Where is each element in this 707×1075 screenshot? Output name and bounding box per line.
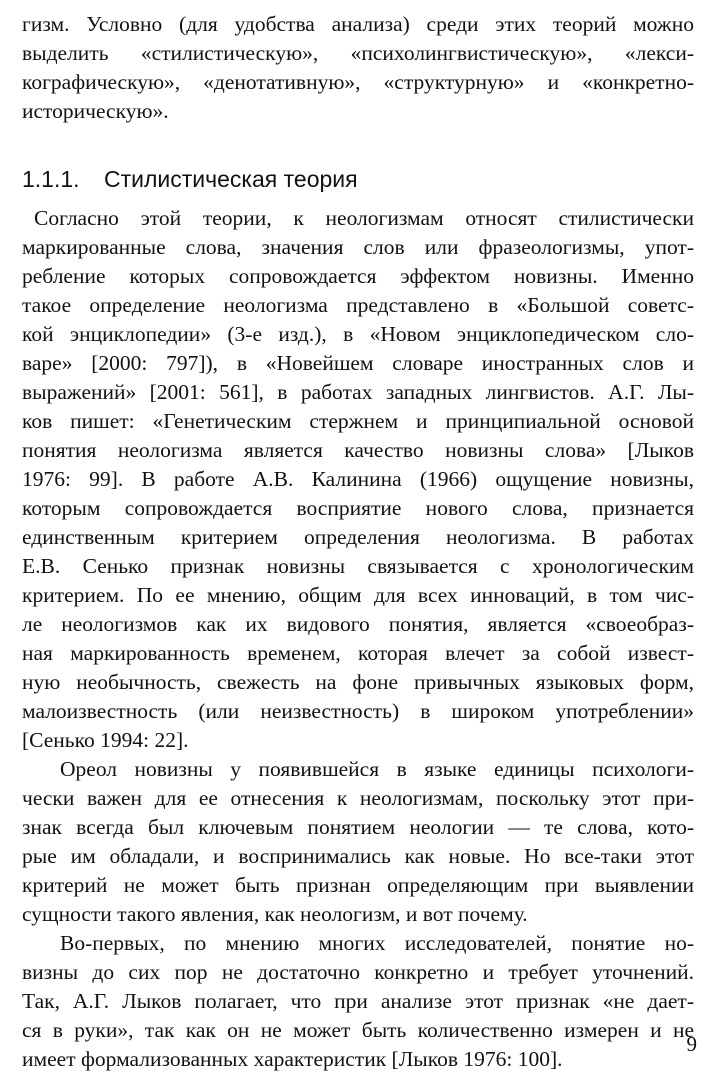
- text-line: Е.В. Сенько признак новизны связывается с хронологическим: [22, 554, 694, 578]
- text-line: гизм. Условно (для удобства анализа) среди этих теорий можно: [22, 12, 694, 36]
- text-line: которым сопровождается восприятие нового слова, признается: [22, 496, 694, 520]
- page-number: 9: [686, 1032, 697, 1056]
- text-line: выражений» [2001: 561], в работах западных лингвистов. А.Г. Лы-: [22, 380, 694, 404]
- text-line: ся в руки», так как он не может быть количественно измерен и не: [22, 1018, 694, 1042]
- text-line: ная маркированность временем, которая влечет за собой извест-: [22, 641, 694, 665]
- text-line: такое определение неологизма представлено в «Большой советс-: [22, 293, 694, 317]
- text-line: имеет формализованных характеристик [Лыков 1976: 100].: [22, 1047, 563, 1071]
- text-line: критерий не может быть признан определяющим при выявлении: [22, 873, 694, 897]
- text-line: историческую».: [22, 99, 169, 123]
- text-line: кой энциклопедии» (3-е изд.), в «Новом энциклопедическом сло-: [22, 322, 694, 346]
- text-line: единственным критерием определения неологизма. В работах: [22, 525, 694, 549]
- text-line: понятия неологизма является качество новизны слова» [Лыков: [22, 438, 694, 462]
- section-title: Стилистическая теория: [104, 166, 358, 192]
- text-line: знак всегда был ключевым понятием неологии — те слова, кото-: [22, 815, 694, 839]
- section-heading: [22, 164, 358, 194]
- text-line: визны до сих пор не достаточно конкретно и требует уточнений.: [22, 960, 694, 984]
- text-line: критерием. По ее мнению, общим для всех инноваций, в том чис-: [22, 583, 694, 607]
- text-line: Ореол новизны у появившейся в языке единицы психологи-: [60, 757, 694, 781]
- text-line: Согласно этой теории, к неологизмам относят стилистически: [34, 206, 694, 230]
- text-line: рые им обладали, и воспринимались как новые. Но все-таки этот: [22, 844, 694, 868]
- text-line: ребление которых сопровождается эффектом новизны. Именно: [22, 264, 694, 288]
- text-line: варе» [2000: 797]), в «Новейшем словаре иностранных слов и: [22, 351, 694, 375]
- text-line: выделить «стилистическую», «психолингвистическую», «лекси-: [22, 41, 694, 65]
- text-line: ную необычность, свежесть на фоне привычных языковых форм,: [22, 670, 694, 694]
- text-line: ле неологизмов как их видового понятия, является «своеобраз-: [22, 612, 694, 636]
- text-line: кографическую», «денотативную», «структурную» и «конкретно-: [22, 70, 694, 94]
- text-line: Во-первых, по мнению многих исследователей, понятие но-: [60, 931, 694, 955]
- section-number: 1.1.1.: [22, 166, 80, 192]
- text-line: Так, А.Г. Лыков полагает, что при анализе этот признак «не дает-: [22, 989, 694, 1013]
- text-line: чески важен для ее отнесения к неологизмам, поскольку этот при-: [22, 786, 694, 810]
- text-line: 1976: 99]. В работе А.В. Калинина (1966) ощущение новизны,: [22, 467, 694, 491]
- text-line: сущности такого явления, как неологизм, и вот почему.: [22, 902, 528, 926]
- text-line: [Сенько 1994: 22].: [22, 728, 189, 752]
- text-line: ков пишет: «Генетическим стержнем и принципиальной основой: [22, 409, 694, 433]
- text-line: малоизвестность (или неизвестность) в широком употреблении»: [22, 699, 694, 723]
- text-line: маркированные слова, значения слов или фразеологизмы, упот-: [22, 235, 694, 259]
